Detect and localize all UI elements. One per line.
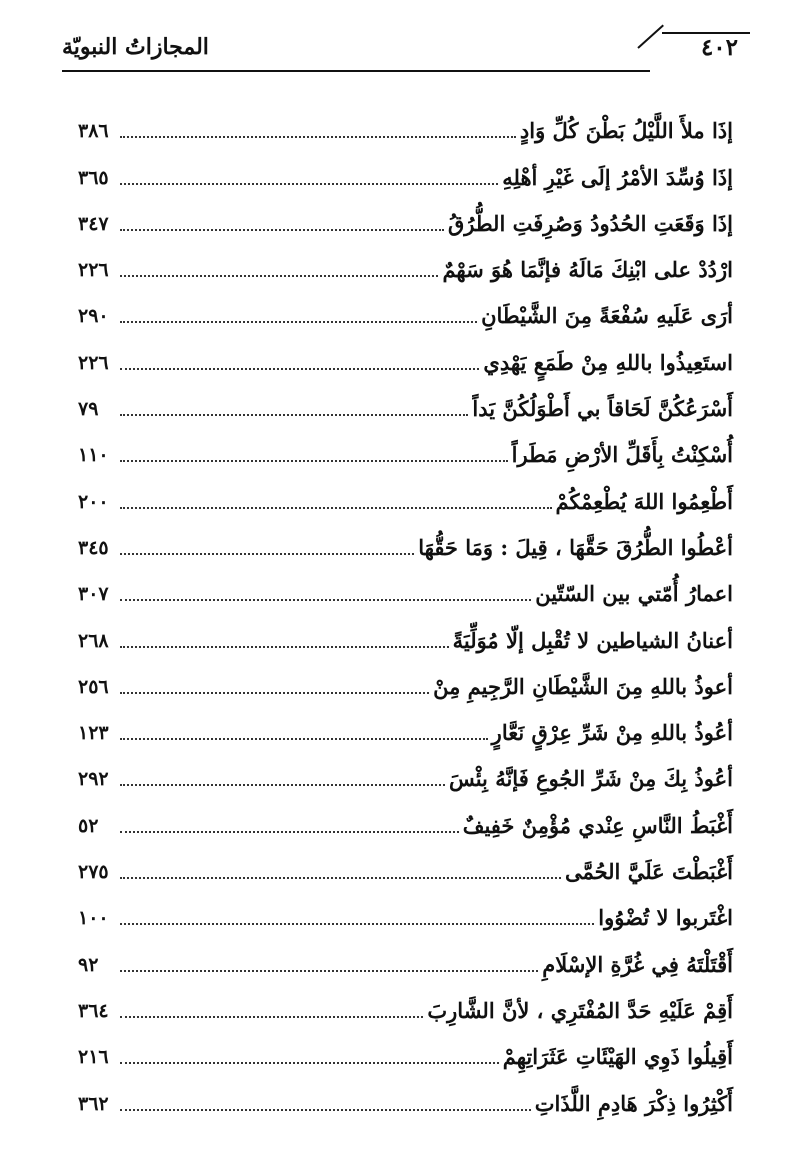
index-entry bbox=[78, 748, 733, 794]
entry-text: أعوذُ باللهِ مِنَ الشَّيْطَانِ الرَّجِيمِ مِنْ bbox=[433, 673, 733, 699]
header-rule-slant bbox=[637, 25, 664, 49]
dot-leader bbox=[120, 275, 438, 277]
index-entry bbox=[78, 1072, 733, 1118]
entry-text: استَعِيذُوا باللهِ مِنْ طَمَعٍ يَهْدِي bbox=[483, 349, 733, 375]
entry-page-number: ١٢٣ bbox=[78, 722, 109, 745]
entry-page-number: ٣٦٤ bbox=[78, 999, 109, 1022]
entry-page-number: ٩٢ bbox=[78, 953, 99, 976]
index-list bbox=[78, 100, 733, 1119]
dot-leader bbox=[120, 1062, 499, 1064]
entry-page-number: ٢٠٠ bbox=[78, 490, 109, 513]
index-entry bbox=[78, 470, 733, 516]
index-entry bbox=[78, 702, 733, 748]
entry-page-number: ٢٥٦ bbox=[78, 675, 109, 698]
entry-text: أَطْعِمُوا اللهَ يُطْعِمْكُمْ bbox=[555, 488, 733, 514]
dot-leader bbox=[120, 970, 538, 972]
header-rule bbox=[62, 70, 650, 72]
dot-leader bbox=[120, 831, 459, 833]
entry-page-number: ٧٩ bbox=[78, 398, 99, 421]
dot-leader bbox=[120, 738, 488, 740]
index-entry bbox=[78, 100, 733, 146]
dot-leader bbox=[120, 923, 594, 925]
entry-page-number: ٣٨٦ bbox=[78, 120, 109, 143]
dot-leader bbox=[120, 414, 468, 416]
header-rule-top bbox=[662, 32, 750, 34]
entry-page-number: ٢١٦ bbox=[78, 1046, 109, 1069]
entry-text: إذَا ملأَ اللَّيْلُ بَطْنَ كُلِّ وَادٍ bbox=[519, 118, 733, 144]
entry-text: أرَى عَلَيهِ سُفْعَةً مِنَ الشَّيْطَانِ bbox=[481, 303, 733, 329]
dot-leader bbox=[120, 321, 477, 323]
dot-leader bbox=[120, 599, 531, 601]
index-entry bbox=[78, 609, 733, 655]
index-entry bbox=[78, 285, 733, 331]
entry-page-number: ٢٢٦ bbox=[78, 259, 109, 282]
entry-text: اعمارُ أُمّتي بين السّتّين bbox=[535, 581, 733, 607]
entry-text: أَكْثِرُوا ذِكْرَ هَادِمِ اللَّذَاتِ bbox=[534, 1090, 733, 1116]
entry-page-number: ٢٧٥ bbox=[78, 861, 109, 884]
entry-text: أُسْكِنْتُ بِأَقَلِّ الأرْضِ مَطَراً bbox=[511, 442, 733, 468]
entry-page-number: ٣٦٥ bbox=[78, 166, 109, 189]
index-entry bbox=[78, 841, 733, 887]
entry-page-number: ١١٠ bbox=[78, 444, 109, 467]
index-entry bbox=[78, 378, 733, 424]
entry-text: أَقِمْ عَلَيْهِ حَدَّ المُفْتَرِي ، لأنَّ الشَّارِبَ bbox=[427, 997, 733, 1023]
entry-text: إذَا وَقَعَتِ الحُدُودُ وَصُرِفَتِ الطُّرُقُ bbox=[447, 210, 733, 236]
entry-page-number: ٢٢٦ bbox=[78, 351, 109, 374]
entry-page-number: ٢٦٨ bbox=[78, 629, 109, 652]
entry-text: ارْدُدْ على ابْنِكَ مَالَهُ فإنَّمَا هُوَ سَهْمٌ bbox=[442, 257, 733, 283]
entry-text: أَغْبَطُ النَّاسِ عِنْدي مُؤْمِنٌ خَفِيفٌ bbox=[462, 812, 733, 838]
dot-leader bbox=[120, 229, 444, 231]
index-entry bbox=[78, 517, 733, 563]
entry-text: أعْطُوا الطُّرُقَ حَقَّهَا ، قِيلَ : وَمَا حَقُّهَا bbox=[418, 534, 733, 560]
dot-leader bbox=[120, 136, 516, 138]
index-entry bbox=[78, 193, 733, 239]
page-header bbox=[62, 30, 750, 74]
index-entry bbox=[78, 239, 733, 285]
entry-page-number: ٣٠٧ bbox=[78, 583, 109, 606]
entry-text: اغْتَربوا لا تُضْوُوا bbox=[598, 905, 733, 931]
index-entry bbox=[78, 933, 733, 979]
page-number: ٤٠٢ bbox=[700, 34, 738, 61]
index-entry bbox=[78, 887, 733, 933]
index-entry bbox=[78, 980, 733, 1026]
entry-text: أَقْتَلْتَهُ فِي غُرَّةِ الإسْلَامِ bbox=[542, 951, 733, 977]
entry-page-number: ٢٩٠ bbox=[78, 305, 109, 328]
dot-leader bbox=[120, 1109, 531, 1111]
dot-leader bbox=[120, 692, 429, 694]
entry-page-number: ٢٩٢ bbox=[78, 768, 109, 791]
dot-leader bbox=[120, 553, 414, 555]
entry-page-number: ١٠٠ bbox=[78, 907, 109, 930]
entry-page-number: ٣٤٥ bbox=[78, 536, 109, 559]
entry-page-number: ٣٦٢ bbox=[78, 1092, 109, 1115]
index-entry bbox=[78, 1026, 733, 1072]
entry-text: أعنانُ الشياطين لا تُقْبِل إلّا مُوَلِّيَةً bbox=[452, 627, 733, 653]
entry-text: أعُوذُ باللهِ مِنْ شَرِّ عِرْقٍ نَعَّارٍ bbox=[491, 720, 733, 746]
dot-leader bbox=[120, 460, 508, 462]
dot-leader bbox=[120, 646, 449, 648]
running-title: المجازاتُ النبويّة bbox=[62, 34, 209, 60]
index-entry bbox=[78, 424, 733, 470]
dot-leader bbox=[120, 784, 445, 786]
dot-leader bbox=[120, 1016, 423, 1018]
index-entry bbox=[78, 331, 733, 377]
dot-leader bbox=[120, 368, 479, 370]
entry-text: أعُوذُ بِكَ مِنْ شَرِّ الجُوعِ فَإنَّهُ بِئْسَ bbox=[448, 766, 733, 792]
index-entry bbox=[78, 146, 733, 192]
dot-leader bbox=[120, 877, 561, 879]
index-entry bbox=[78, 794, 733, 840]
entry-text: أَغْبَطْتَ عَلَيَّ الحُمَّى bbox=[564, 859, 733, 885]
dot-leader bbox=[120, 507, 552, 509]
entry-page-number: ٥٢ bbox=[78, 814, 99, 837]
entry-text: أَسْرَعُكُنَّ لَحَاقاً بي أَطْوَلُكُنَّ يَداً bbox=[472, 396, 733, 422]
index-entry bbox=[78, 656, 733, 702]
entry-text: إذَا وُسِّدَ الأمْرُ إلَى غَيْرِ أهْلِهِ bbox=[502, 164, 733, 190]
entry-page-number: ٣٤٧ bbox=[78, 212, 109, 235]
dot-leader bbox=[120, 183, 498, 185]
index-entry bbox=[78, 563, 733, 609]
entry-text: أَقِيلُوا ذَوِي الهَيْئَاتِ عَثَرَاتِهِمْ bbox=[502, 1044, 733, 1070]
